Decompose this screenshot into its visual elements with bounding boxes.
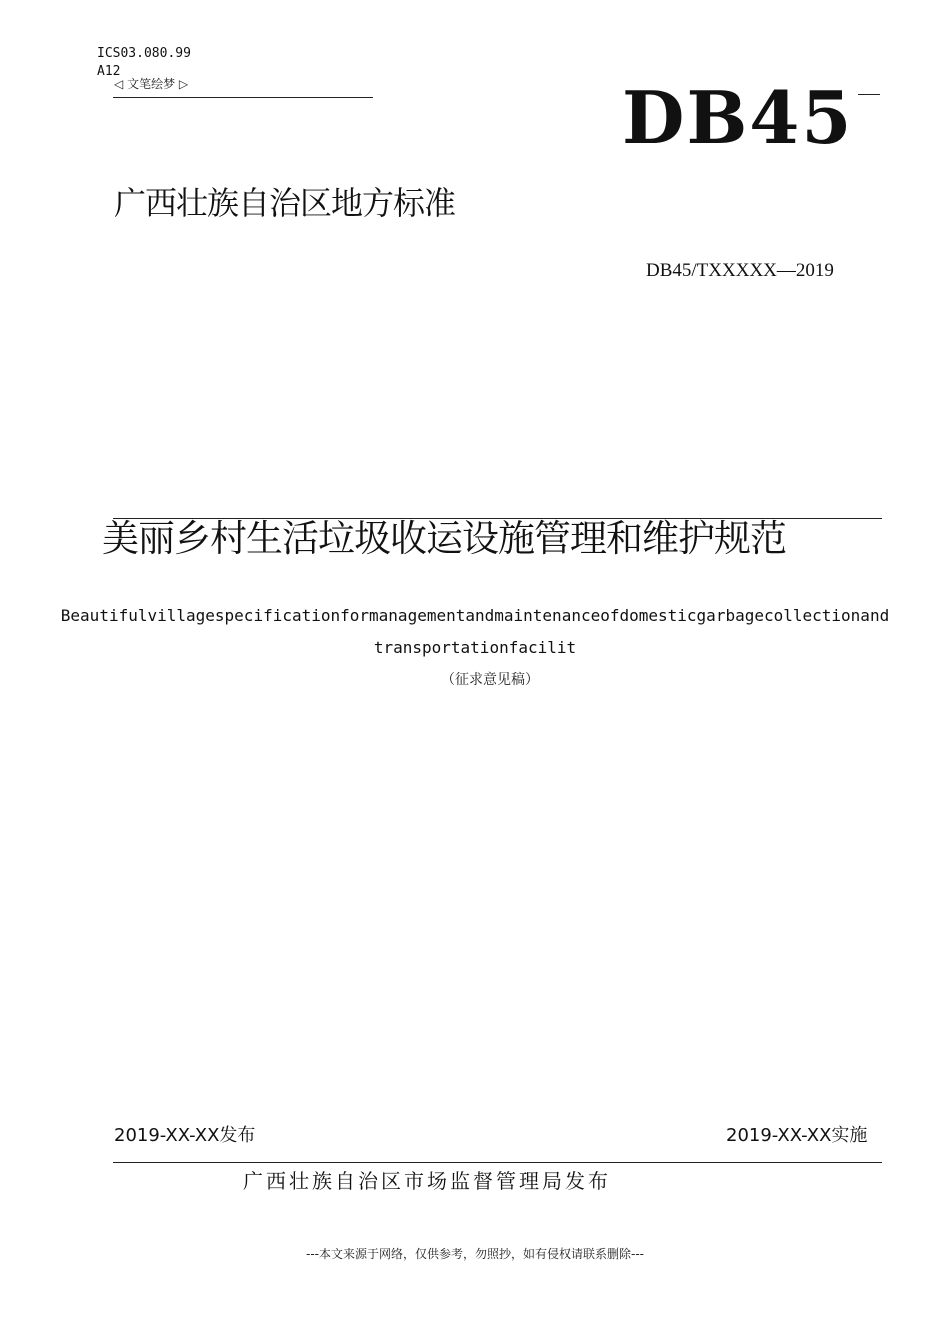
document-title-en: Beautifulvillagespecificationformanagementandmaintenanceofdomesticgarbagecollectionandtransportationfacilit: [60, 606, 890, 657]
triangle-right-icon: ▷: [178, 77, 189, 91]
ccs-code: A12: [97, 64, 121, 79]
db-code-logo: DB45: [622, 75, 854, 160]
document-title-cn: 美丽乡村生活垃圾收运设施管理和维护规范: [102, 517, 786, 560]
standard-number: DB45/TXXXXX—2019: [646, 260, 834, 281]
triangle-left-icon: ◁: [114, 77, 124, 91]
db-code-dash: [858, 94, 880, 95]
watermark-text: 文笔绘梦: [127, 77, 176, 91]
header-rule: [113, 97, 373, 98]
implementation-date: 2019-XX-XX实施: [726, 1125, 868, 1146]
draft-note: （征求意见稿）: [441, 672, 539, 688]
footer-rule: [113, 1162, 882, 1163]
standard-type: 广西壮族自治区地方标准: [114, 184, 456, 222]
release-date: 2019-XX-XX发布: [114, 1125, 256, 1146]
footer-disclaimer: ---本文来源于网络，仅供参考，勿照抄，如有侵权请联系删除---: [306, 1247, 644, 1261]
watermark: [114, 76, 188, 92]
issuer: 广西壮族自治区市场监督管理局发布: [243, 1169, 611, 1193]
ics-code: ICS03.080.99: [97, 46, 191, 61]
